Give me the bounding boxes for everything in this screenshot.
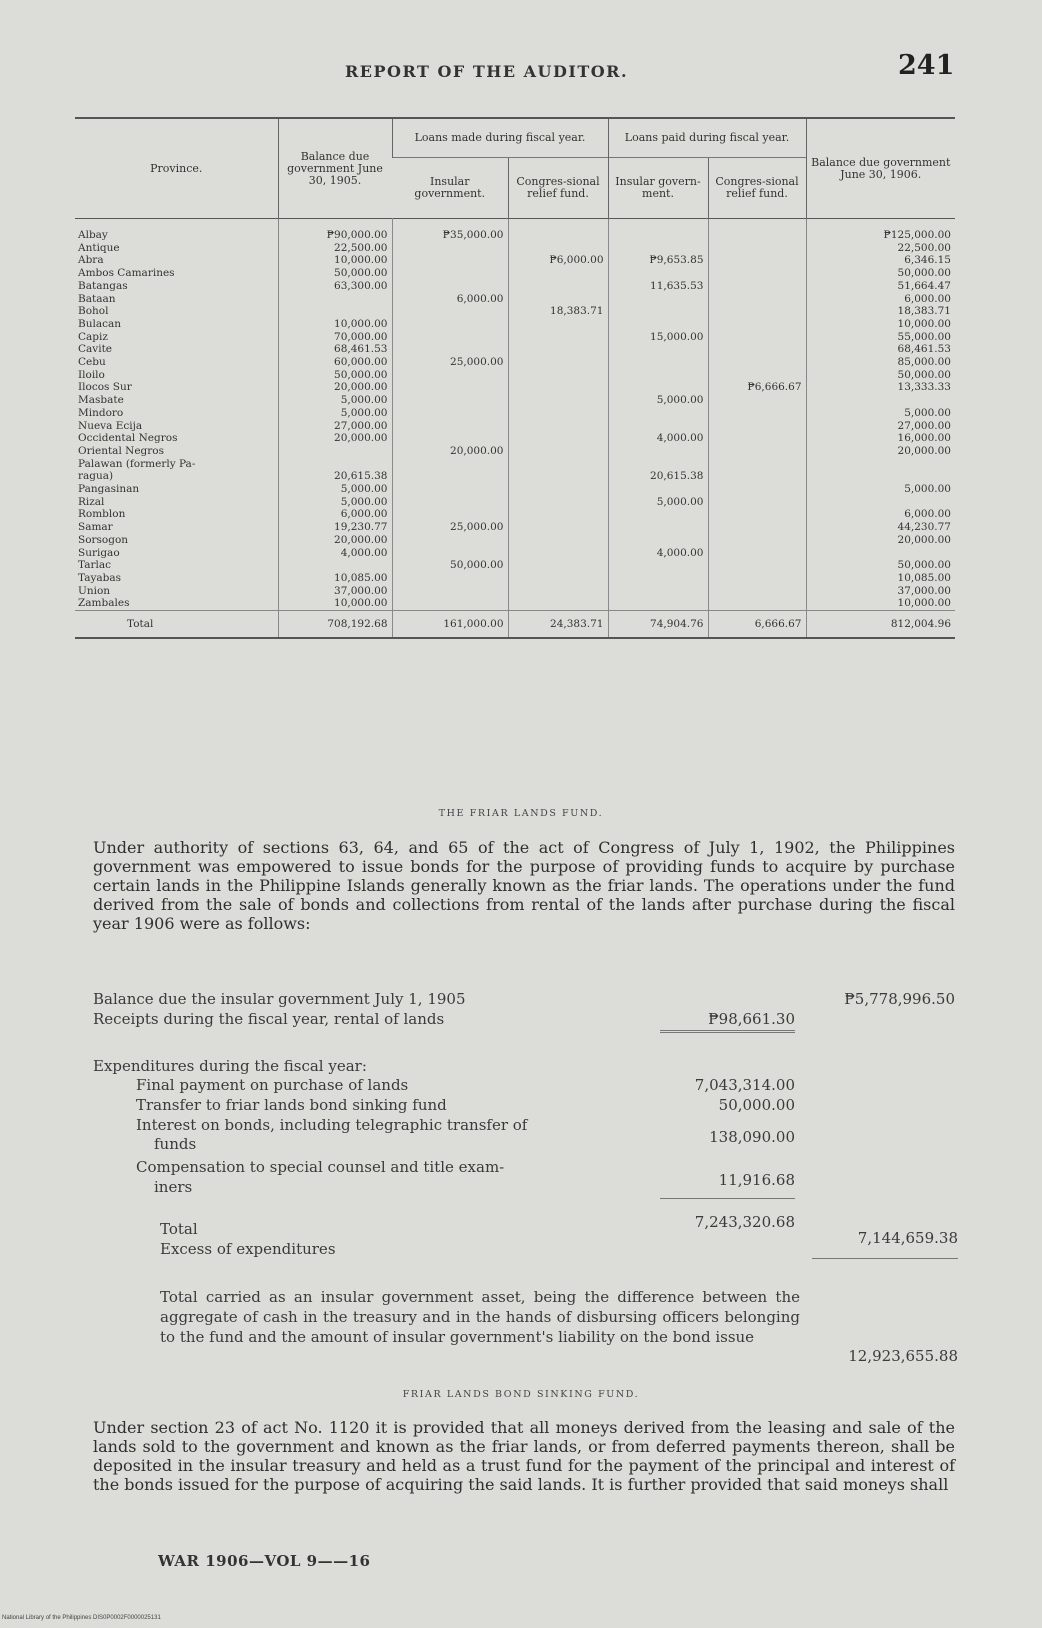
transfer-label: Transfer to friar lands bond sinking fund (136, 1096, 447, 1114)
amount-cell: 6,346.15 (806, 254, 955, 267)
amount-cell (708, 432, 806, 445)
province-cell: Albay (78, 229, 108, 241)
amount-cell: 6,000.00 (806, 293, 955, 306)
amount-cell (608, 572, 708, 585)
amount-cell (708, 267, 806, 280)
amount-cell (392, 420, 508, 433)
expenditures-label: Expenditures during the fiscal year: (93, 1057, 367, 1075)
amount-cell (608, 293, 708, 306)
province-cell: Antique (78, 241, 120, 254)
amount-cell: 27,000.00 (806, 420, 955, 433)
amount-cell (806, 496, 955, 509)
province-cell: Bulacan (78, 317, 121, 330)
amount-cell (608, 356, 708, 369)
amount-cell: 50,000.00 (278, 369, 392, 382)
amount-cell: 10,000.00 (278, 597, 392, 610)
amount-cell: 22,500.00 (806, 242, 955, 255)
table-row (75, 331, 955, 344)
asset-text: Total carried as an insular government asset, being the difference between the aggregate of cash in the treasury and in the hands of disbursing officers belonging to the fund and the amount of insular government's liability on the bond issue (160, 1288, 800, 1346)
total-amount-cell: 812,004.96 (806, 611, 955, 639)
province-cell: Romblon (78, 508, 126, 521)
amount-cell (508, 458, 608, 471)
amount-cell (708, 572, 806, 585)
amount-cell: 44,230.77 (806, 521, 955, 534)
sinking-fund-paragraph: Under section 23 of act No. 1120 it is provided that all moneys derived from the leasing and sale of the lands sold to the government and known as the friar lands, or from deferred payments thereon, shall be deposited in the insular treasury and held as a trust fund for the payment of the principal and interest of the bonds issued for the purpose of acquiring the said lands. It is further provided that said moneys shall (93, 1418, 955, 1494)
amount-cell: 27,000.00 (278, 420, 392, 433)
amount-cell (508, 369, 608, 382)
table-row (75, 432, 955, 445)
table-row (75, 356, 955, 369)
page-header (0, 50, 1042, 96)
running-title: REPORT OF THE AUDITOR. (345, 62, 629, 81)
amount-cell: 60,000.00 (278, 356, 392, 369)
amount-cell (708, 458, 806, 471)
amount-cell (708, 293, 806, 306)
amount-cell: 25,000.00 (392, 521, 508, 534)
province-cell: Oriental Negros (78, 444, 164, 457)
amount-cell (608, 305, 708, 318)
excess-label: Excess of expenditures (160, 1240, 336, 1258)
amount-cell (608, 369, 708, 382)
amount-cell: 13,333.33 (806, 381, 955, 394)
amount-cell: 6,000.00 (392, 293, 508, 306)
table-row (75, 305, 955, 318)
amount-cell: 50,000.00 (806, 369, 955, 382)
amount-cell: 18,383.71 (508, 305, 608, 318)
amount-cell: ₱9,653.85 (608, 254, 708, 267)
amount-cell (508, 597, 608, 610)
amount-cell (392, 331, 508, 344)
amount-cell (708, 597, 806, 610)
province-cell: Surigao (78, 546, 120, 559)
amount-cell: 11,635.53 (608, 280, 708, 293)
amount-cell: 50,000.00 (806, 267, 955, 280)
amount-cell (608, 381, 708, 394)
amount-cell (708, 343, 806, 356)
amount-cell: 20,000.00 (278, 534, 392, 547)
amount-cell (278, 293, 392, 306)
amount-cell: 70,000.00 (278, 331, 392, 344)
amount-cell (608, 597, 708, 610)
header-province: Province. (75, 118, 278, 219)
amount-cell: 5,000.00 (608, 394, 708, 407)
amount-cell (708, 219, 806, 242)
table-row (75, 318, 955, 331)
amount-cell (608, 559, 708, 572)
header-insular-government-paid: Insular govern-ment. (608, 158, 708, 219)
amount-cell: 16,000.00 (806, 432, 955, 445)
table-row (75, 458, 955, 471)
asset-value: 12,923,655.88 (848, 1347, 958, 1365)
province-cell: Zambales (78, 597, 130, 610)
province-cell: Ambos Camarines (78, 267, 175, 280)
amount-cell: 20,000.00 (806, 445, 955, 458)
amount-cell: 68,461.53 (278, 343, 392, 356)
amount-cell (392, 483, 508, 496)
amount-cell (508, 483, 608, 496)
table-row (75, 293, 955, 306)
province-cell: Bataan (78, 292, 116, 305)
receipts-rule (660, 1030, 795, 1033)
amount-cell (708, 280, 806, 293)
amount-cell (508, 585, 608, 598)
amount-cell (608, 508, 708, 521)
amount-cell: 15,000.00 (608, 331, 708, 344)
amount-cell: 20,000.00 (278, 432, 392, 445)
amount-cell: 63,300.00 (278, 280, 392, 293)
province-cell: Cavite (78, 343, 113, 356)
amount-cell: 20,000.00 (278, 381, 392, 394)
amount-cell (392, 305, 508, 318)
amount-cell (508, 280, 608, 293)
amount-cell (608, 534, 708, 547)
amount-cell (708, 369, 806, 382)
amount-cell (708, 521, 806, 534)
amount-cell: 51,664.47 (806, 280, 955, 293)
province-cell: Bohol (78, 305, 109, 318)
amount-cell: 20,615.38 (608, 470, 708, 483)
amount-cell (708, 318, 806, 331)
amount-cell: 4,000.00 (608, 432, 708, 445)
province-cell: Ilocos Sur (78, 381, 132, 394)
amount-cell: 5,000.00 (806, 407, 955, 420)
amount-cell: 6,000.00 (806, 508, 955, 521)
province-loans-table (75, 117, 955, 639)
amount-cell (508, 432, 608, 445)
table-row (75, 280, 955, 293)
table-row (75, 572, 955, 585)
header-congressional-relief-paid: Congres-sional relief fund. (708, 158, 806, 219)
amount-cell (508, 496, 608, 509)
amount-cell: 20,615.38 (278, 470, 392, 483)
province-cell: Cebu (78, 356, 106, 369)
province-cell: Nueva Ecija (78, 419, 143, 432)
province-cell: Rizal (78, 495, 105, 508)
amount-cell: 19,230.77 (278, 521, 392, 534)
amount-cell (708, 547, 806, 560)
amount-cell (708, 254, 806, 267)
amount-cell (508, 508, 608, 521)
amount-cell: ₱125,000.00 (806, 219, 955, 242)
amount-cell: 18,383.71 (806, 305, 955, 318)
amount-cell: 50,000.00 (806, 559, 955, 572)
amount-cell: 20,000.00 (392, 445, 508, 458)
amount-cell (278, 305, 392, 318)
amount-cell (608, 483, 708, 496)
sinking-fund-heading: FRIAR LANDS BOND SINKING FUND. (402, 1389, 640, 1400)
amount-cell: 6,000.00 (278, 508, 392, 521)
table-body (75, 219, 955, 639)
receipts-label: Receipts during the fiscal year, rental of lands (93, 1010, 445, 1028)
amount-cell: ₱35,000.00 (392, 219, 508, 242)
header-loans-made: Loans made during fiscal year. (392, 118, 608, 158)
amount-cell (508, 318, 608, 331)
signature-mark: WAR 1906—VOL 9——16 (158, 1552, 371, 1570)
interest-value: 138,090.00 (709, 1128, 795, 1146)
amount-cell: 5,000.00 (278, 496, 392, 509)
amount-cell (508, 219, 608, 242)
total-amount-cell: 161,000.00 (392, 611, 508, 639)
province-cell: Tarlac (78, 559, 111, 572)
amount-cell: 5,000.00 (806, 483, 955, 496)
province-cell: Occidental Negros (78, 432, 178, 445)
table-row (75, 267, 955, 280)
total-amount-cell: 708,192.68 (278, 611, 392, 639)
receipts-value: ₱98,661.30 (708, 1010, 795, 1028)
amount-cell (392, 547, 508, 560)
table-row (75, 445, 955, 458)
province-cell: Mindoro (78, 406, 124, 419)
compensation-label-2: iners (154, 1178, 193, 1196)
amount-cell (508, 267, 608, 280)
amount-cell (608, 445, 708, 458)
amount-cell (708, 508, 806, 521)
province-cell: Palawan (formerly Pa- (78, 457, 196, 470)
amount-cell: 10,085.00 (806, 572, 955, 585)
amount-cell (392, 407, 508, 420)
header-loans-paid: Loans paid during fiscal year. (608, 118, 806, 158)
amount-cell (806, 458, 955, 471)
amount-cell (392, 597, 508, 610)
amount-cell: 55,000.00 (806, 331, 955, 344)
amount-cell (708, 496, 806, 509)
amount-cell (708, 331, 806, 344)
table-row (75, 534, 955, 547)
amount-cell: 10,000.00 (278, 254, 392, 267)
amount-cell (806, 547, 955, 560)
province-cell: Masbate (78, 394, 124, 407)
amount-cell (392, 470, 508, 483)
header-balance-1905: Balance due government June 30, 1905. (278, 118, 392, 219)
amount-cell: 4,000.00 (608, 547, 708, 560)
amount-cell: 5,000.00 (278, 483, 392, 496)
amount-cell: 37,000.00 (806, 585, 955, 598)
amount-cell (392, 508, 508, 521)
amount-cell: 68,461.53 (806, 343, 955, 356)
table-row (75, 343, 955, 356)
amount-cell (508, 331, 608, 344)
amount-cell: 22,500.00 (278, 242, 392, 255)
amount-cell: 20,000.00 (806, 534, 955, 547)
province-cell: Samar (78, 521, 113, 534)
table-row (75, 496, 955, 509)
compensation-value: 11,916.68 (718, 1171, 795, 1189)
amount-cell: 50,000.00 (278, 267, 392, 280)
total-amount-cell: 6,666.67 (708, 611, 806, 639)
amount-cell (508, 381, 608, 394)
amount-cell (608, 318, 708, 331)
amount-cell (806, 470, 955, 483)
balance-label: Balance due the insular government July 1, 1905 (93, 990, 466, 1008)
amount-cell (708, 483, 806, 496)
province-cell: Abra (78, 254, 104, 267)
amount-cell (392, 369, 508, 382)
amount-cell (392, 254, 508, 267)
amount-cell: 10,000.00 (278, 318, 392, 331)
library-credit: National Library of the Philippines DIS0P0002F0000025131 (2, 1615, 161, 1621)
province-cell: Tayabas (78, 571, 122, 584)
amount-cell (508, 572, 608, 585)
table-row (75, 585, 955, 598)
amount-cell (708, 305, 806, 318)
amount-cell (608, 407, 708, 420)
compensation-label-1: Compensation to special counsel and title exam- (136, 1158, 505, 1176)
amount-cell (508, 559, 608, 572)
interest-label-1: Interest on bonds, including telegraphic transfer of (136, 1116, 528, 1134)
amount-cell: 10,000.00 (806, 318, 955, 331)
table-row (75, 242, 955, 255)
transfer-value: 50,000.00 (718, 1096, 795, 1114)
total-amount-cell: 24,383.71 (508, 611, 608, 639)
amount-cell (806, 394, 955, 407)
province-cell: Iloilo (78, 368, 105, 381)
page-number: 241 (898, 50, 955, 81)
amount-cell (708, 470, 806, 483)
amount-cell (508, 343, 608, 356)
table-row (75, 521, 955, 534)
amount-cell (708, 394, 806, 407)
amount-cell: 85,000.00 (806, 356, 955, 369)
amount-cell (508, 547, 608, 560)
amount-cell (608, 267, 708, 280)
amount-cell (708, 559, 806, 572)
amount-cell (608, 242, 708, 255)
table-row (75, 381, 955, 394)
table-row (75, 483, 955, 496)
table-row (75, 508, 955, 521)
amount-cell (608, 458, 708, 471)
amount-cell (508, 420, 608, 433)
amount-cell (278, 445, 392, 458)
amount-cell (392, 267, 508, 280)
table-row (75, 219, 955, 242)
amount-cell (708, 407, 806, 420)
amount-cell (708, 445, 806, 458)
amount-cell (608, 420, 708, 433)
amount-cell (708, 585, 806, 598)
amount-cell (608, 343, 708, 356)
friar-fund-paragraph: Under authority of sections 63, 64, and 65 of the act of Congress of July 1, 1902, the Philippines government was empowered to issue bonds for the purpose of providing funds to acquire by purchase certain lands in the Philippine Islands generally known as the friar lands. The operations under the fund derived from the sale of bonds and collections from rental of the lands after purchase during the fiscal year 1906 were as follows: (93, 838, 955, 933)
header-congressional-relief: Congres-sional relief fund. (508, 158, 608, 219)
amount-cell (508, 407, 608, 420)
amount-cell (392, 534, 508, 547)
total-label: Total (160, 1220, 198, 1238)
province-cell: Pangasinan (78, 483, 140, 496)
province-cell: Batangas (78, 279, 128, 292)
amount-cell (392, 496, 508, 509)
amount-cell: ₱6,666.67 (708, 381, 806, 394)
amount-cell (508, 521, 608, 534)
amount-cell (508, 394, 608, 407)
amount-cell: 5,000.00 (278, 394, 392, 407)
province-cell: Union (78, 584, 111, 597)
amount-cell (508, 534, 608, 547)
final-payment-label: Final payment on purchase of lands (136, 1076, 409, 1094)
table-row (75, 420, 955, 433)
table-row (75, 407, 955, 420)
amount-cell (508, 470, 608, 483)
amount-cell: ₱6,000.00 (508, 254, 608, 267)
amount-cell (392, 280, 508, 293)
table-row (75, 470, 955, 483)
amount-cell (708, 534, 806, 547)
table-row (75, 394, 955, 407)
total-value: 7,243,320.68 (694, 1213, 795, 1231)
subtotal-rule (660, 1198, 795, 1199)
amount-cell (392, 394, 508, 407)
table-row (75, 559, 955, 572)
amount-cell (608, 219, 708, 242)
amount-cell (278, 458, 392, 471)
amount-cell: 25,000.00 (392, 356, 508, 369)
total-amount-cell: 74,904.76 (608, 611, 708, 639)
amount-cell (708, 242, 806, 255)
amount-cell (392, 572, 508, 585)
amount-cell: 5,000.00 (608, 496, 708, 509)
amount-cell: 4,000.00 (278, 547, 392, 560)
amount-cell: 37,000.00 (278, 585, 392, 598)
excess-value: 7,144,659.38 (857, 1229, 958, 1247)
amount-cell (278, 559, 392, 572)
amount-cell: 50,000.00 (392, 559, 508, 572)
header-insular-government: Insular government. (392, 158, 508, 219)
amount-cell (392, 381, 508, 394)
interest-label-2: funds (154, 1135, 197, 1153)
table-row (75, 547, 955, 560)
province-cell: Sorsogon (78, 533, 129, 546)
table-row (75, 254, 955, 267)
balance-value: ₱5,778,996.50 (844, 990, 955, 1008)
final-payment-value: 7,043,314.00 (694, 1076, 795, 1094)
total-label-cell: Total (75, 611, 278, 639)
amount-cell (392, 585, 508, 598)
amount-cell (508, 445, 608, 458)
amount-cell (608, 585, 708, 598)
amount-cell (392, 458, 508, 471)
header-balance-1906: Balance due government June 30, 1906. (806, 118, 955, 219)
friar-fund-heading: THE FRIAR LANDS FUND. (438, 808, 604, 819)
amount-cell (508, 293, 608, 306)
amount-cell (508, 356, 608, 369)
amount-cell (392, 432, 508, 445)
amount-cell (708, 356, 806, 369)
amount-cell: 5,000.00 (278, 407, 392, 420)
total-row (75, 611, 955, 639)
amount-cell (392, 242, 508, 255)
province-cell: Capiz (78, 330, 108, 343)
amount-cell (508, 242, 608, 255)
province-cell: ragua) (78, 470, 114, 483)
amount-cell: ₱90,000.00 (278, 219, 392, 242)
amount-cell (392, 318, 508, 331)
excess-rule (812, 1258, 958, 1259)
amount-cell (608, 521, 708, 534)
amount-cell: 10,085.00 (278, 572, 392, 585)
amount-cell (708, 420, 806, 433)
table-row (75, 369, 955, 382)
table-row (75, 597, 955, 610)
amount-cell (392, 343, 508, 356)
amount-cell: 10,000.00 (806, 597, 955, 610)
